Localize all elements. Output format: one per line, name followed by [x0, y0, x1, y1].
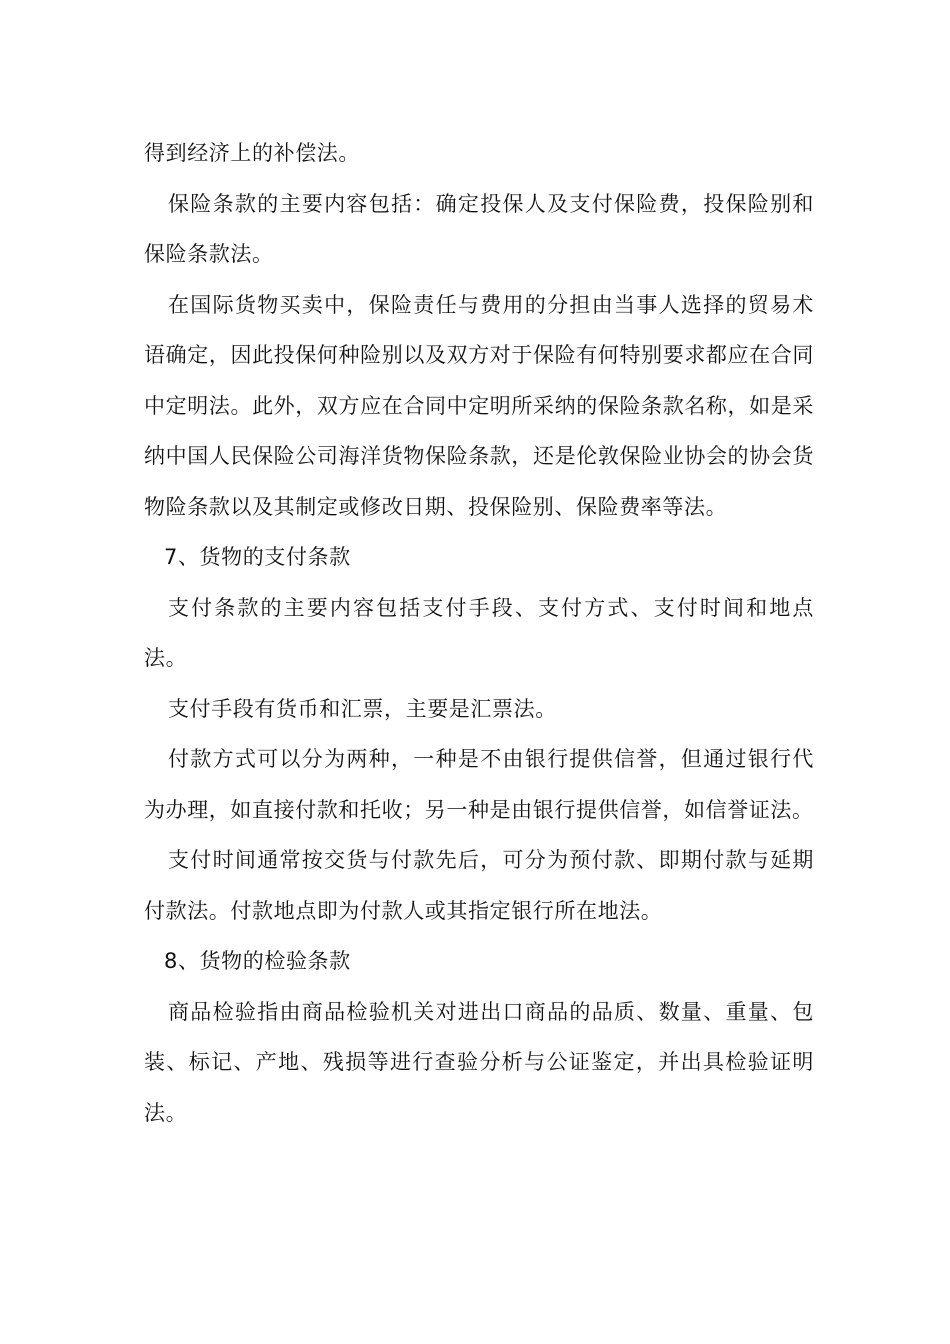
paragraph-payment-methods: 付款方式可以分为两种，一种是不由银行提供信誉，但通过银行代为办理，如直接付款和托收；另一种是由银行提供信誉，如信誉证法。 [144, 747, 814, 822]
paragraph-insurance-content: 保险条款的主要内容包括：确定投保人及支付保险费，投保险别和保险条款法。 [144, 191, 814, 266]
paragraph-payment-time: 支付时间通常按交货与付款先后，可分为预付款、即期付款与延期付款法。付款地点即为付款人或其指定银行所在地法。 [144, 848, 814, 923]
paragraph-inspection-content: 商品检验指由商品检验机关对进出口商品的品质、数量、重量、包装、标记、产地、残损等进行查验分析与公证鉴定，并出具检验证明法。 [144, 999, 814, 1125]
paragraph-insurance-responsibility: 在国际货物买卖中，保险责任与费用的分担由当事人选择的贸易术语确定，因此投保何种险别以及双方对于保险有何特别要求都应在合同中定明法。此外，双方应在合同中定明所采纳的保险条款名称，如是采纳中国人民保险公司海洋货物保险条款，还是伦敦保险业协会的协会货物险条款以及其制定或修改日期、投保险别、保险费率等法。 [144, 292, 814, 519]
paragraph-continuation: 得到经济上的补偿法。 [144, 141, 360, 165]
section-heading-payment: 7、货物的支付条款 [164, 545, 351, 569]
paragraph-payment-means: 支付手段有货币和汇票，主要是汇票法。 [168, 696, 557, 721]
paragraph-payment-content: 支付条款的主要内容包括支付手段、支付方式、支付时间和地点法。 [144, 595, 814, 670]
section-heading-inspection: 8、货物的检验条款 [164, 949, 351, 973]
document-body [144, 128, 814, 1138]
